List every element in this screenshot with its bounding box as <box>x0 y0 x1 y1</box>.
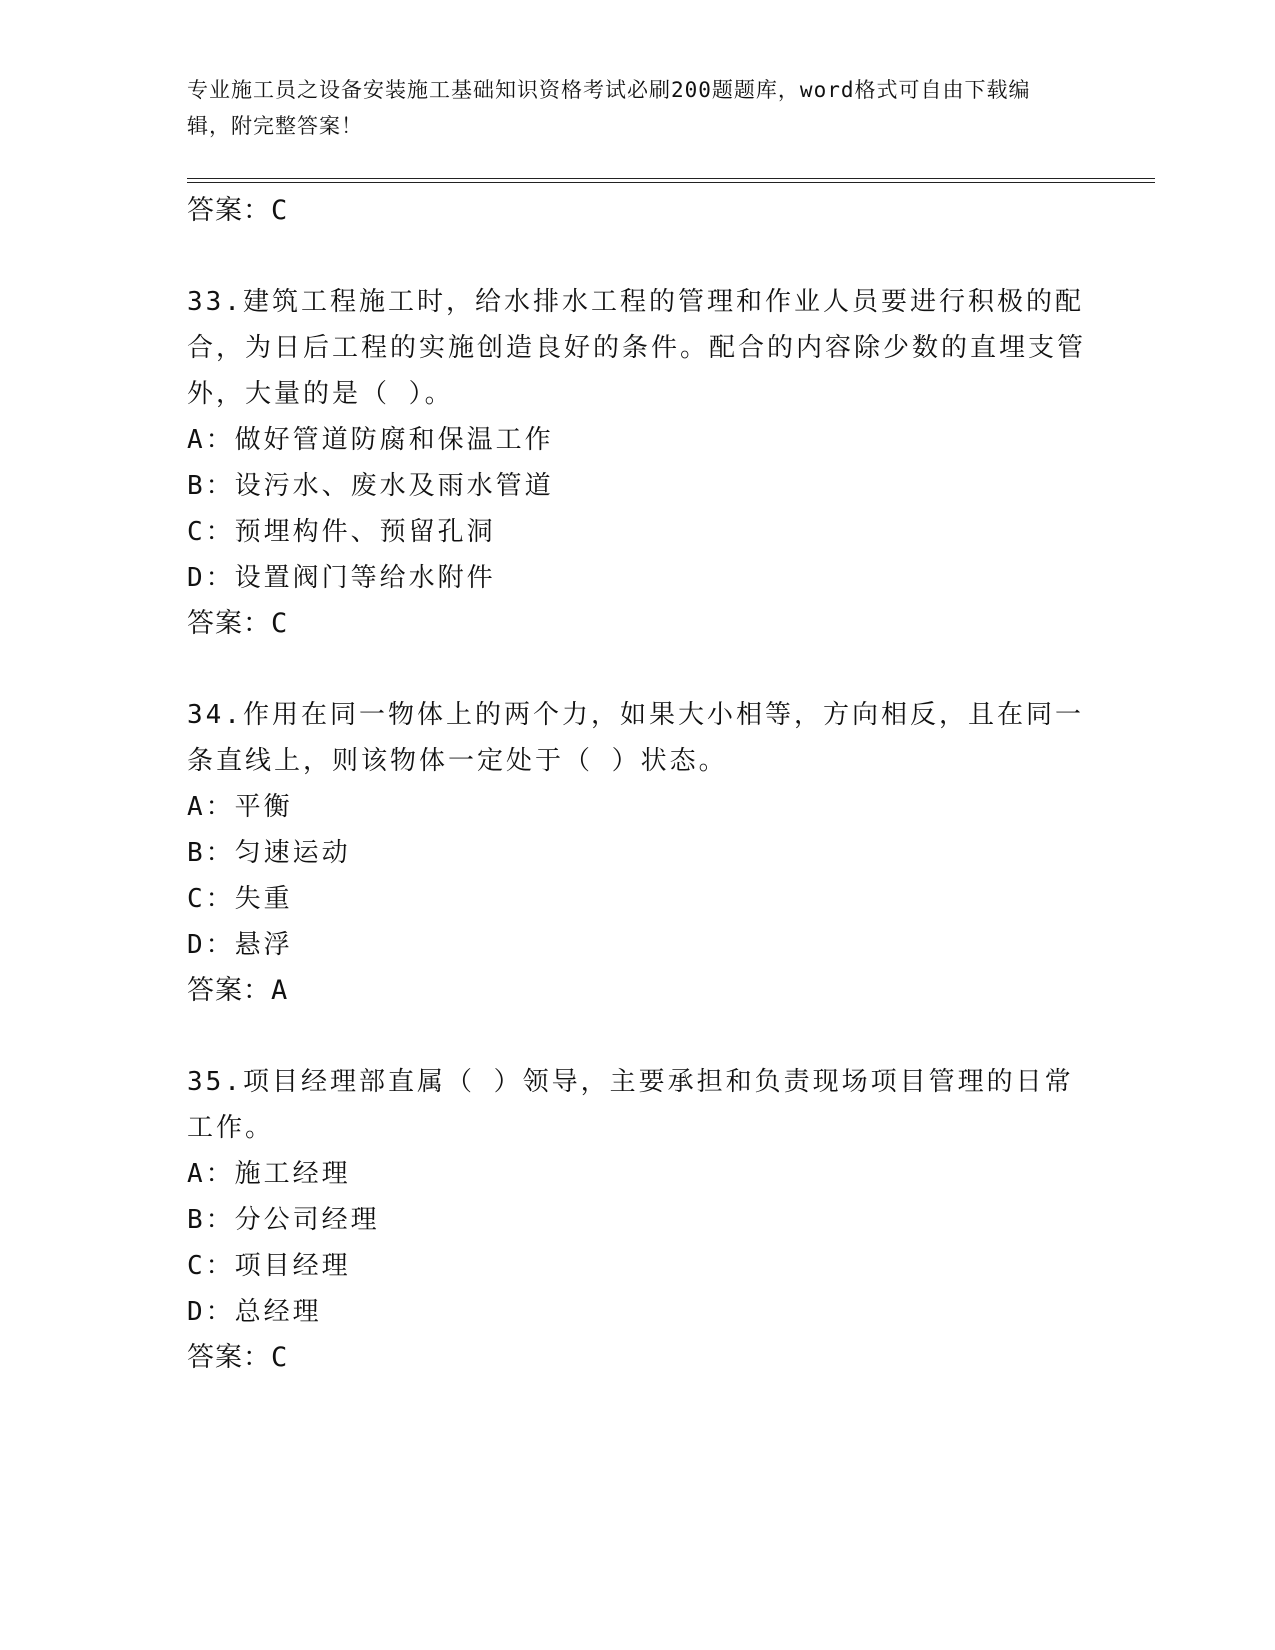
question-stem: 33.建筑工程施工时，给水排水工程的管理和作业人员要进行积极的配合，为日后工程的实施创造良好的条件。配合的内容除少数的直埋支管外，大量的是（ ）。 <box>187 287 1087 409</box>
answer-label: 答案： <box>187 1342 271 1373</box>
option-b: B：匀速运动 <box>187 838 351 868</box>
option-a: A：做好管道防腐和保温工作 <box>187 425 554 455</box>
question-content <box>187 188 1087 1381</box>
answer-value: C <box>271 608 289 639</box>
header-divider <box>187 178 1155 183</box>
question-stem: 34.作用在同一物体上的两个力，如果大小相等，方向相反，且在同一条直线上，则该物体一定处于（ ）状态。 <box>187 700 1084 776</box>
answer-value: C <box>271 1342 289 1373</box>
option-b: B：分公司经理 <box>187 1205 380 1235</box>
answer-value: C <box>271 195 289 226</box>
option-c: C：失重 <box>187 884 293 914</box>
option-d: D：总经理 <box>187 1297 322 1327</box>
answer-label: 答案： <box>187 975 271 1006</box>
option-a: A：平衡 <box>187 792 293 822</box>
option-c: C：项目经理 <box>187 1251 351 1281</box>
option-d: D：设置阀门等给水附件 <box>187 563 496 593</box>
answer-line <box>187 188 1087 234</box>
answer-line <box>187 968 1087 1014</box>
answer-label: 答案： <box>187 608 271 639</box>
answer-line <box>187 1335 1087 1381</box>
option-c: C：预埋构件、预留孔洞 <box>187 517 496 547</box>
question-stem: 35.项目经理部直属（ ）领导，主要承担和负责现场项目管理的日常工作。 <box>187 1067 1074 1143</box>
question-block <box>187 1059 1087 1381</box>
answer-value: A <box>271 975 289 1006</box>
answer-label: 答案： <box>187 195 271 226</box>
answer-line <box>187 601 1087 647</box>
page-header-text: 专业施工员之设备安装施工基础知识资格考试必刷200题题库，word格式可自由下载编辑，附完整答案！ <box>187 78 1031 138</box>
question-block <box>187 692 1087 1014</box>
option-d: D：悬浮 <box>187 930 293 960</box>
question-block <box>187 279 1087 647</box>
option-b: B：设污水、废水及雨水管道 <box>187 471 554 501</box>
option-a: A：施工经理 <box>187 1159 351 1189</box>
